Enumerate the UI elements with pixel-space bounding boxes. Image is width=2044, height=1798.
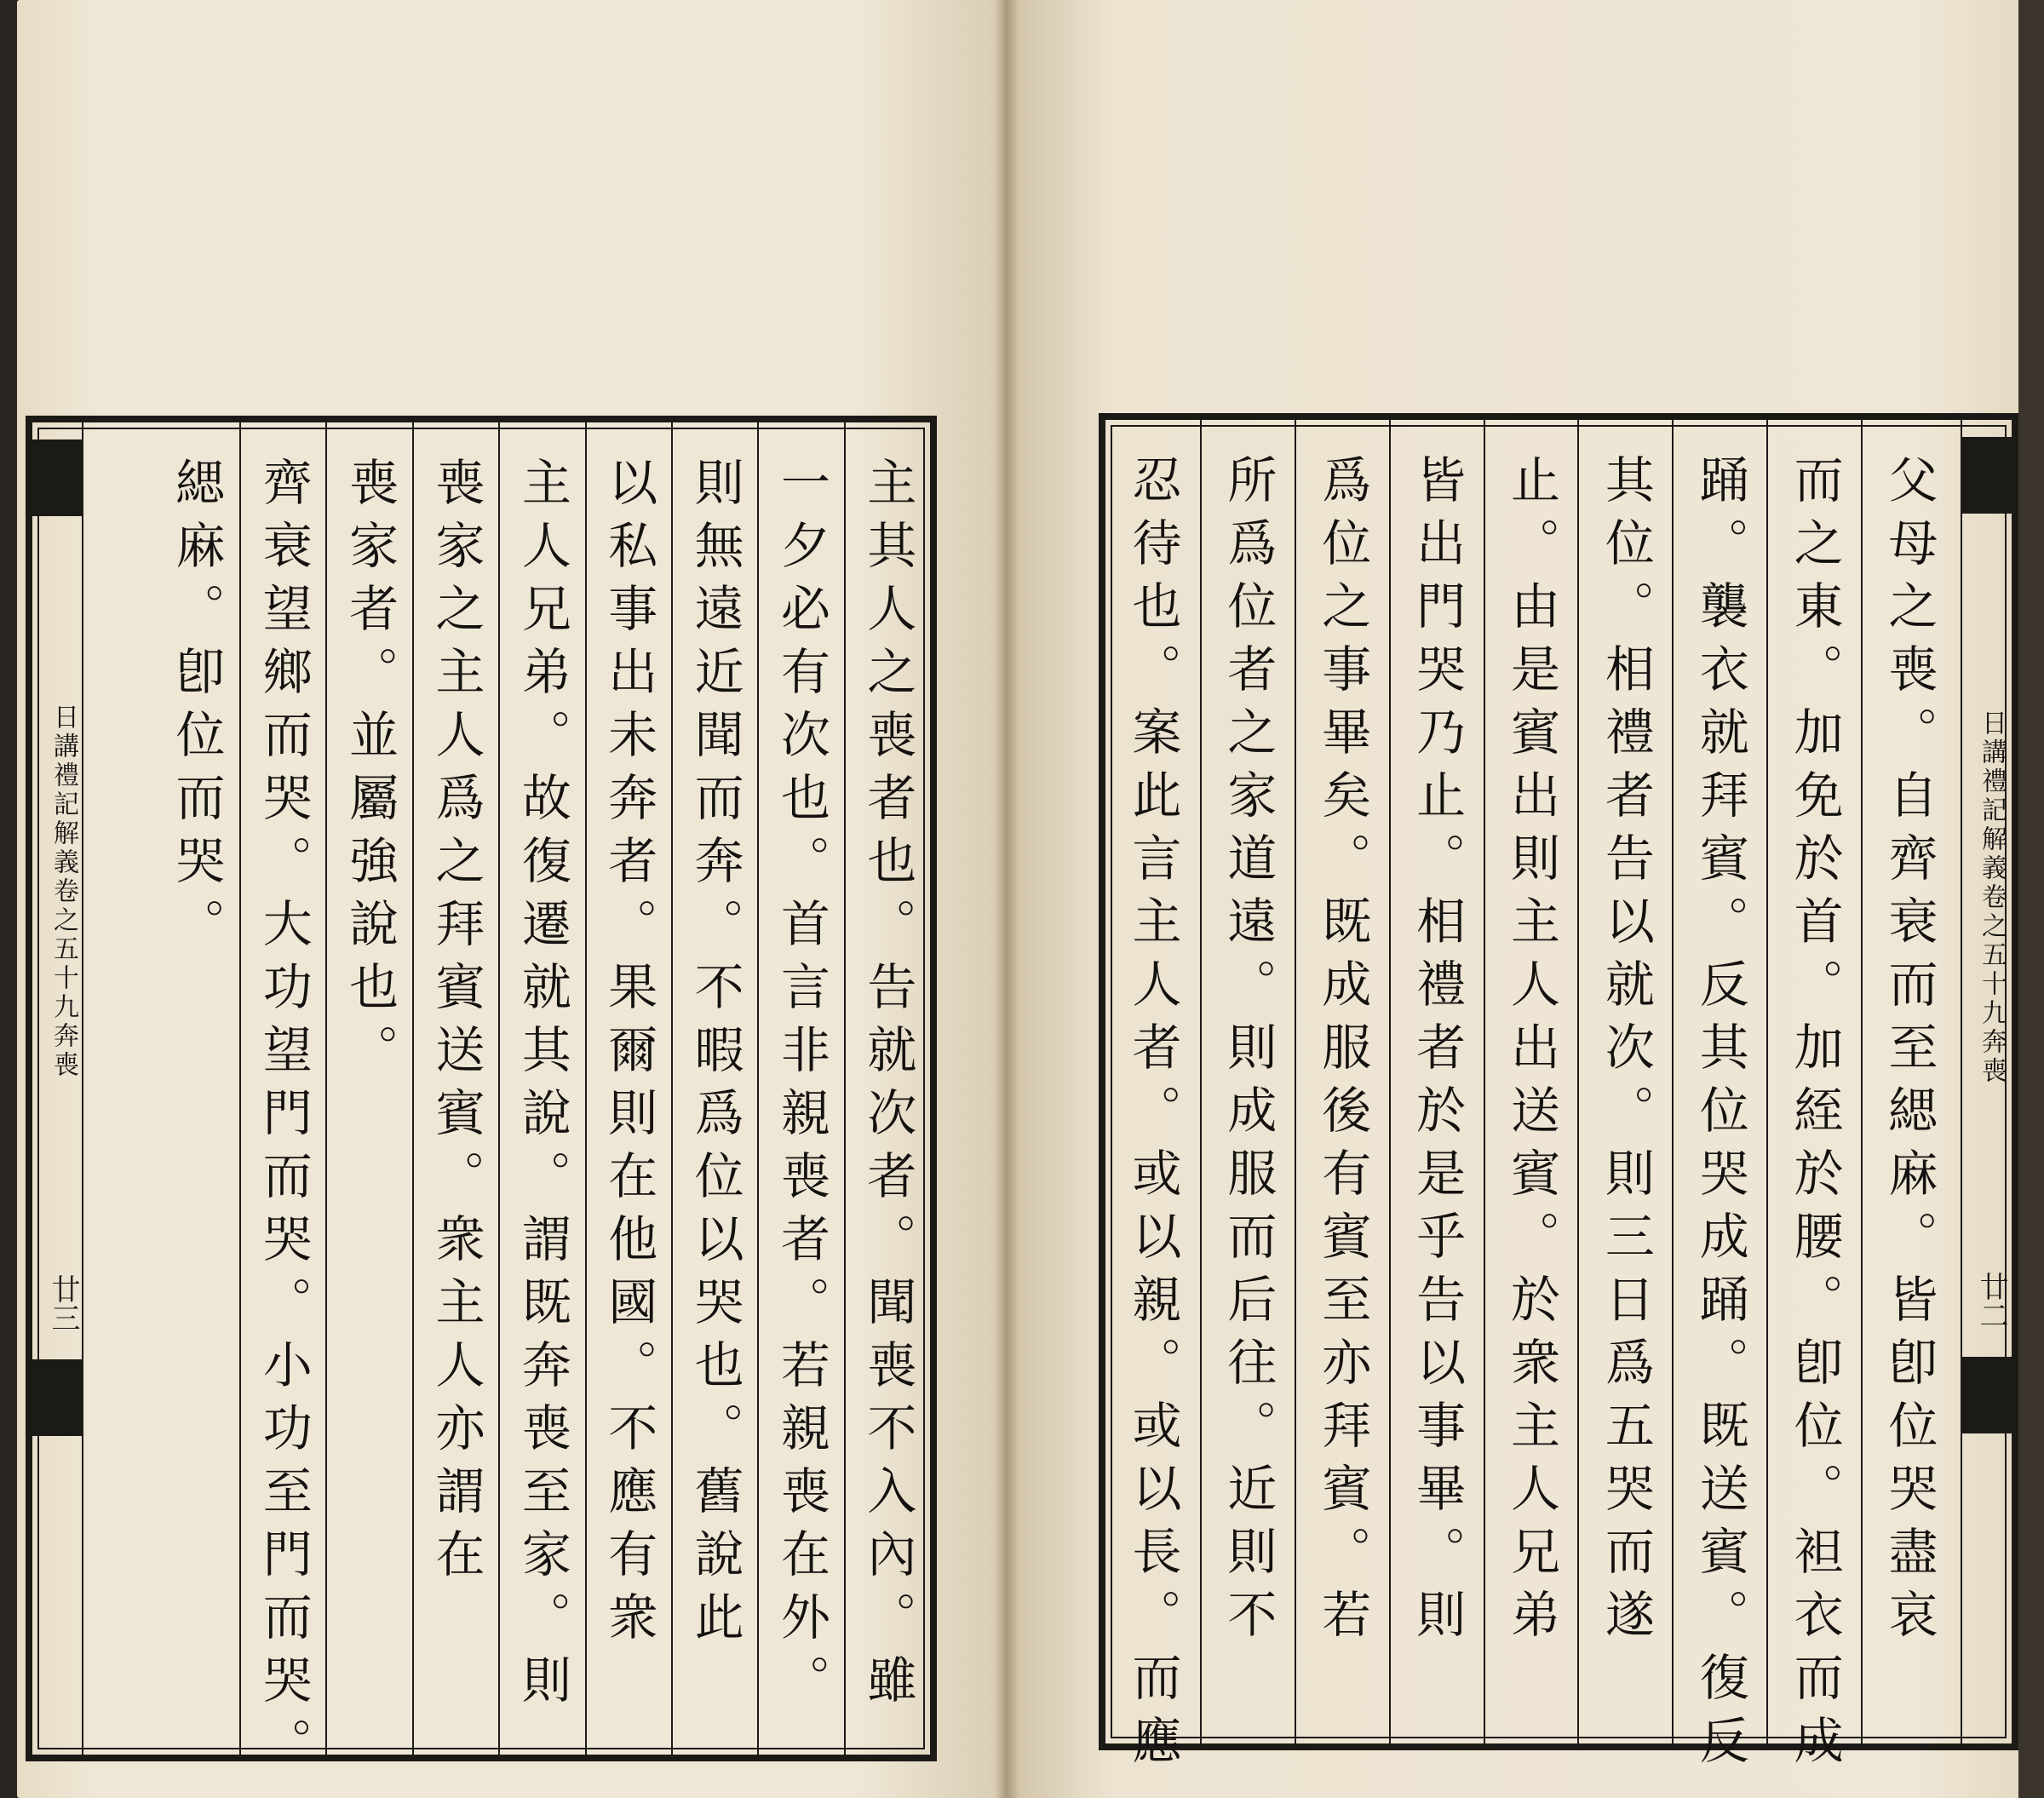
- right-column-3: [1672, 420, 1766, 1778]
- right-column-8-text: 所爲位者之家道遠。則成服而后往。近則不: [1219, 454, 1278, 1652]
- page-edge: [2018, 0, 2044, 1798]
- right-column-9-text: 忍待也。案此言主人者。或以親。或以長。而應: [1123, 454, 1182, 1778]
- left-columns: [153, 422, 930, 1780]
- right-columns: [1105, 420, 1955, 1778]
- left-column-3: [671, 422, 757, 1755]
- left-column-3-text: 則無遠近聞而奔。不暇爲位以哭也。舊說此: [686, 457, 744, 1654]
- left-column-7: [325, 422, 411, 1755]
- right-column-5: [1484, 420, 1578, 1743]
- left-column-5: [498, 422, 584, 1755]
- left-folio: 廿三: [46, 1274, 80, 1332]
- left-fishtail-top: [32, 439, 82, 516]
- left-column-4-text: 以私事出未奔者。果爾則在他國。不應有衆: [600, 457, 658, 1654]
- left-column-8: [239, 422, 325, 1780]
- right-column-7: [1295, 420, 1389, 1743]
- left-column-1-text: 主其人之喪者也。告就次者。聞喪不入內。雖: [858, 457, 917, 1717]
- right-banxin-title: 日講禮記解義卷之五十九奔喪: [1977, 709, 2007, 1086]
- left-column-4: [585, 422, 671, 1755]
- right-column-9: [1105, 420, 1200, 1778]
- right-column-3-text: 踊。襲衣就拜賓。反其位哭成踊。既送賓。復反: [1691, 454, 1749, 1778]
- right-column-2-text: 而之東。加免於首。加絰於腰。卽位。袒衣而成: [1785, 454, 1844, 1778]
- book-gutter: [995, 0, 1019, 1798]
- left-column-6: [412, 422, 498, 1755]
- left-banxin-title: 日講禮記解義卷之五十九奔喪: [49, 704, 78, 1080]
- right-column-6-text: 皆出門哭乃止。相禮者於是乎告以事畢。則: [1408, 454, 1467, 1652]
- right-column-6: [1389, 420, 1484, 1743]
- right-column-2: [1766, 420, 1861, 1778]
- left-column-9-text: 緦麻。卽位而哭。: [167, 457, 226, 961]
- right-column-1-text: 父母之喪。自齊衰而至緦麻。皆卽位哭盡哀: [1880, 454, 1938, 1652]
- left-column-1: [844, 422, 930, 1755]
- right-column-7-text: 爲位之事畢矣。既成服後有賓至亦拜賓。若: [1313, 454, 1372, 1652]
- right-column-4: [1577, 420, 1672, 1743]
- left-banxin: [32, 422, 83, 1755]
- left-column-2-text: 一夕必有次也。首言非親喪者。若親喪在外。: [772, 457, 830, 1717]
- left-column-5-text: 主人兄弟。故復遷就其說。謂既奔喪至家。則: [513, 457, 571, 1717]
- right-column-4-text: 其位。相禮者告以就次。則三日爲五哭而遂: [1596, 454, 1655, 1652]
- left-column-2: [757, 422, 843, 1755]
- left-column-7-text: 喪家者。並屬強說也。: [341, 457, 399, 1087]
- right-column-1: [1861, 420, 1955, 1743]
- right-column-8: [1200, 420, 1295, 1743]
- left-text-frame: [26, 416, 937, 1780]
- right-banxin: [1961, 420, 2012, 1743]
- right-fishtail-top: [1962, 437, 2012, 514]
- right-fishtail-bottom: [1962, 1357, 2012, 1433]
- left-column-8-text: 齊衰望鄉而哭。大功望門而哭。小功至門而哭。: [254, 457, 313, 1780]
- left-fishtail-bottom: [32, 1359, 82, 1436]
- right-column-5-text: 止。由是賓出則主人出送賓。於衆主人兄弟: [1501, 454, 1560, 1652]
- right-text-frame: [1099, 413, 2018, 1778]
- left-column-6-text: 喪家之主人爲之拜賓送賓。衆主人亦謂在: [427, 457, 485, 1591]
- right-folio: 廿二: [1974, 1272, 2008, 1330]
- left-column-9: [153, 422, 239, 1755]
